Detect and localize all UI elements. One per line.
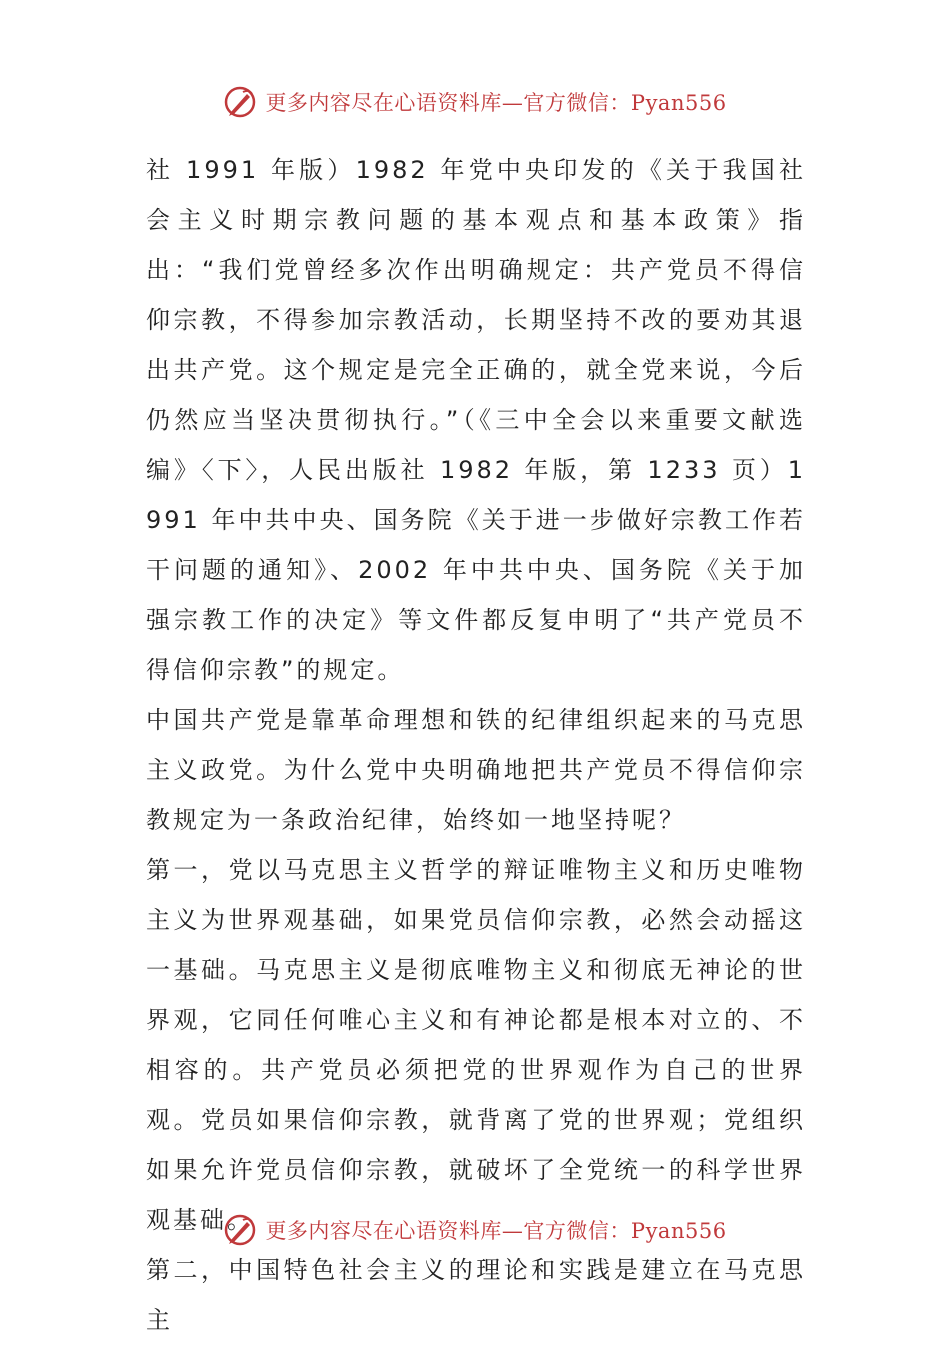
paragraph: 中国共产党是靠革命理想和铁的纪律组织起来的马克思主义政党。为什么党中央明确地把共产党员不得信仰宗教规定为一条政治纪律，始终如一地坚持呢？ <box>146 706 806 834</box>
banner-text: 更多内容尽在心语资料库—官方微信：Pyan556 <box>265 1219 727 1243</box>
document-body <box>146 145 806 1345</box>
footer-banner <box>0 1210 950 1250</box>
header-banner <box>0 82 950 122</box>
pen-logo-icon <box>223 85 257 119</box>
paragraph: 第二，中国特色社会主义的理论和实践是建立在马克思主 <box>146 1256 806 1334</box>
banner-text: 更多内容尽在心语资料库—官方微信：Pyan556 <box>265 91 727 115</box>
paragraph: 社 1991 年版）1982 年党中央印发的《关于我国社会主义时期宗教问题的基本观点和基本政策》指出：“我们党曾经多次作出明确规定：共产党员不得信仰宗教，不得参加宗教活动，长期坚持不改的要劝其退出共产党。这个规定是完全正确的，就全党来说，今后仍然应当坚决贯彻执行。”（《三中全会以来重要文献选编》〈下〉，人民出版社 1982 年版，第 1233 页）1991 年中共中央、国务院《关于进一步做好宗教工作若干问题的通知》、2002 年中共中央、国务院《关于加强宗教工作的决定》等文件都反复申明了“共产党员不得信仰宗教”的规定。 <box>146 156 806 684</box>
paragraph: 第一，党以马克思主义哲学的辩证唯物主义和历史唯物主义为世界观基础，如果党员信仰宗教，必然会动摇这一基础。马克思主义是彻底唯物主义和彻底无神论的世界观，它同任何唯心主义和有神论都是根本对立的、不相容的。共产党员必须把党的世界观作为自己的世界观。党员如果信仰宗教，就背离了党的世界观；党组织如果允许党员信仰宗教，就破坏了全党统一的科学世界观基础。 <box>146 856 806 1234</box>
pen-logo-icon <box>223 1213 257 1247</box>
